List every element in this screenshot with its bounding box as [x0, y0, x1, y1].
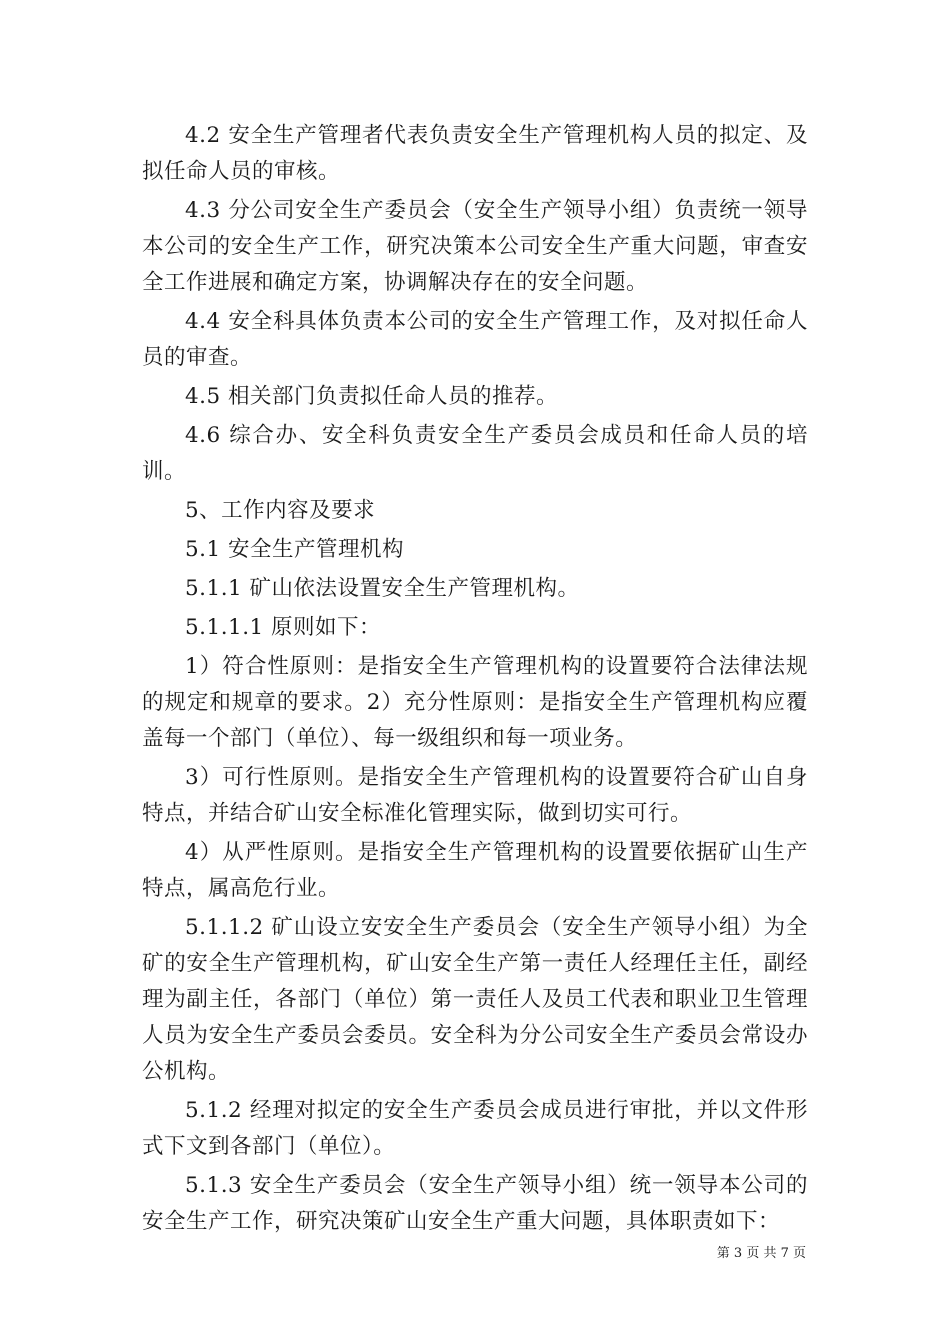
section-heading-5-1: 5.1 安全生产管理机构	[185, 537, 405, 562]
page-number: 第 3 页 共 7 页	[716, 1246, 806, 1261]
section-heading-5: 5、工作内容及要求	[185, 498, 376, 523]
paragraph-5-1-3: 5.1.3 安全生产委员会（安全生产领导小组）统一领导本公司的安全生产工作，研究决策矿山安全生产重大问题，具体职责如下：	[142, 1173, 808, 1234]
principle-3: 3）可行性原则。是指安全生产管理机构的设置要符合矿山自身特点，并结合矿山安全标准化管理实际，做到切实可行。	[142, 765, 808, 826]
paragraph-5-1-1: 5.1.1 矿山依法设置安全生产管理机构。	[185, 576, 580, 601]
principle-4: 4）从严性原则。是指安全生产管理机构的设置要依据矿山生产特点，属高危行业。	[142, 840, 808, 901]
paragraph-4-2: 4.2 安全生产管理者代表负责安全生产管理机构人员的拟定、及拟任命人员的审核。	[142, 123, 808, 184]
principle-1-2: 1）符合性原则：是指安全生产管理机构的设置要符合法律法规的规定和规章的要求。2）充分性原则：是指安全生产管理机构应覆盖每一个部门（单位）、每一级组织和每一项业务。	[142, 654, 808, 751]
paragraph-5-1-2: 5.1.2 经理对拟定的安全生产委员会成员进行审批，并以文件形式下文到各部门（单位）。	[142, 1098, 808, 1159]
paragraph-5-1-1-2: 5.1.1.2 矿山设立安安全生产委员会（安全生产领导小组）为全矿的安全生产管理机构，矿山安全生产第一责任人经理任主任，副经理为副主任，各部门（单位）第一责任人及员工代表和职业卫生管理人员为安全生产委员会委员。安全科为分公司安全生产委员会常设办公机构。	[142, 915, 808, 1084]
paragraph-4-5: 4.5 相关部门负责拟任命人员的推荐。	[185, 384, 559, 409]
paragraph-4-4: 4.4 安全科具体负责本公司的安全生产管理工作，及对拟任命人员的审查。	[142, 309, 808, 370]
paragraph-4-3: 4.3 分公司安全生产委员会（安全生产领导小组）负责统一领导本公司的安全生产工作，研究决策本公司安全生产重大问题，审查安全工作进展和确定方案，协调解决存在的安全问题。	[142, 198, 808, 295]
paragraph-5-1-1-1: 5.1.1.1 原则如下：	[185, 615, 382, 640]
paragraph-4-6: 4.6 综合办、安全科负责安全生产委员会成员和任命人员的培训。	[142, 423, 808, 484]
document-body	[142, 118, 808, 1243]
